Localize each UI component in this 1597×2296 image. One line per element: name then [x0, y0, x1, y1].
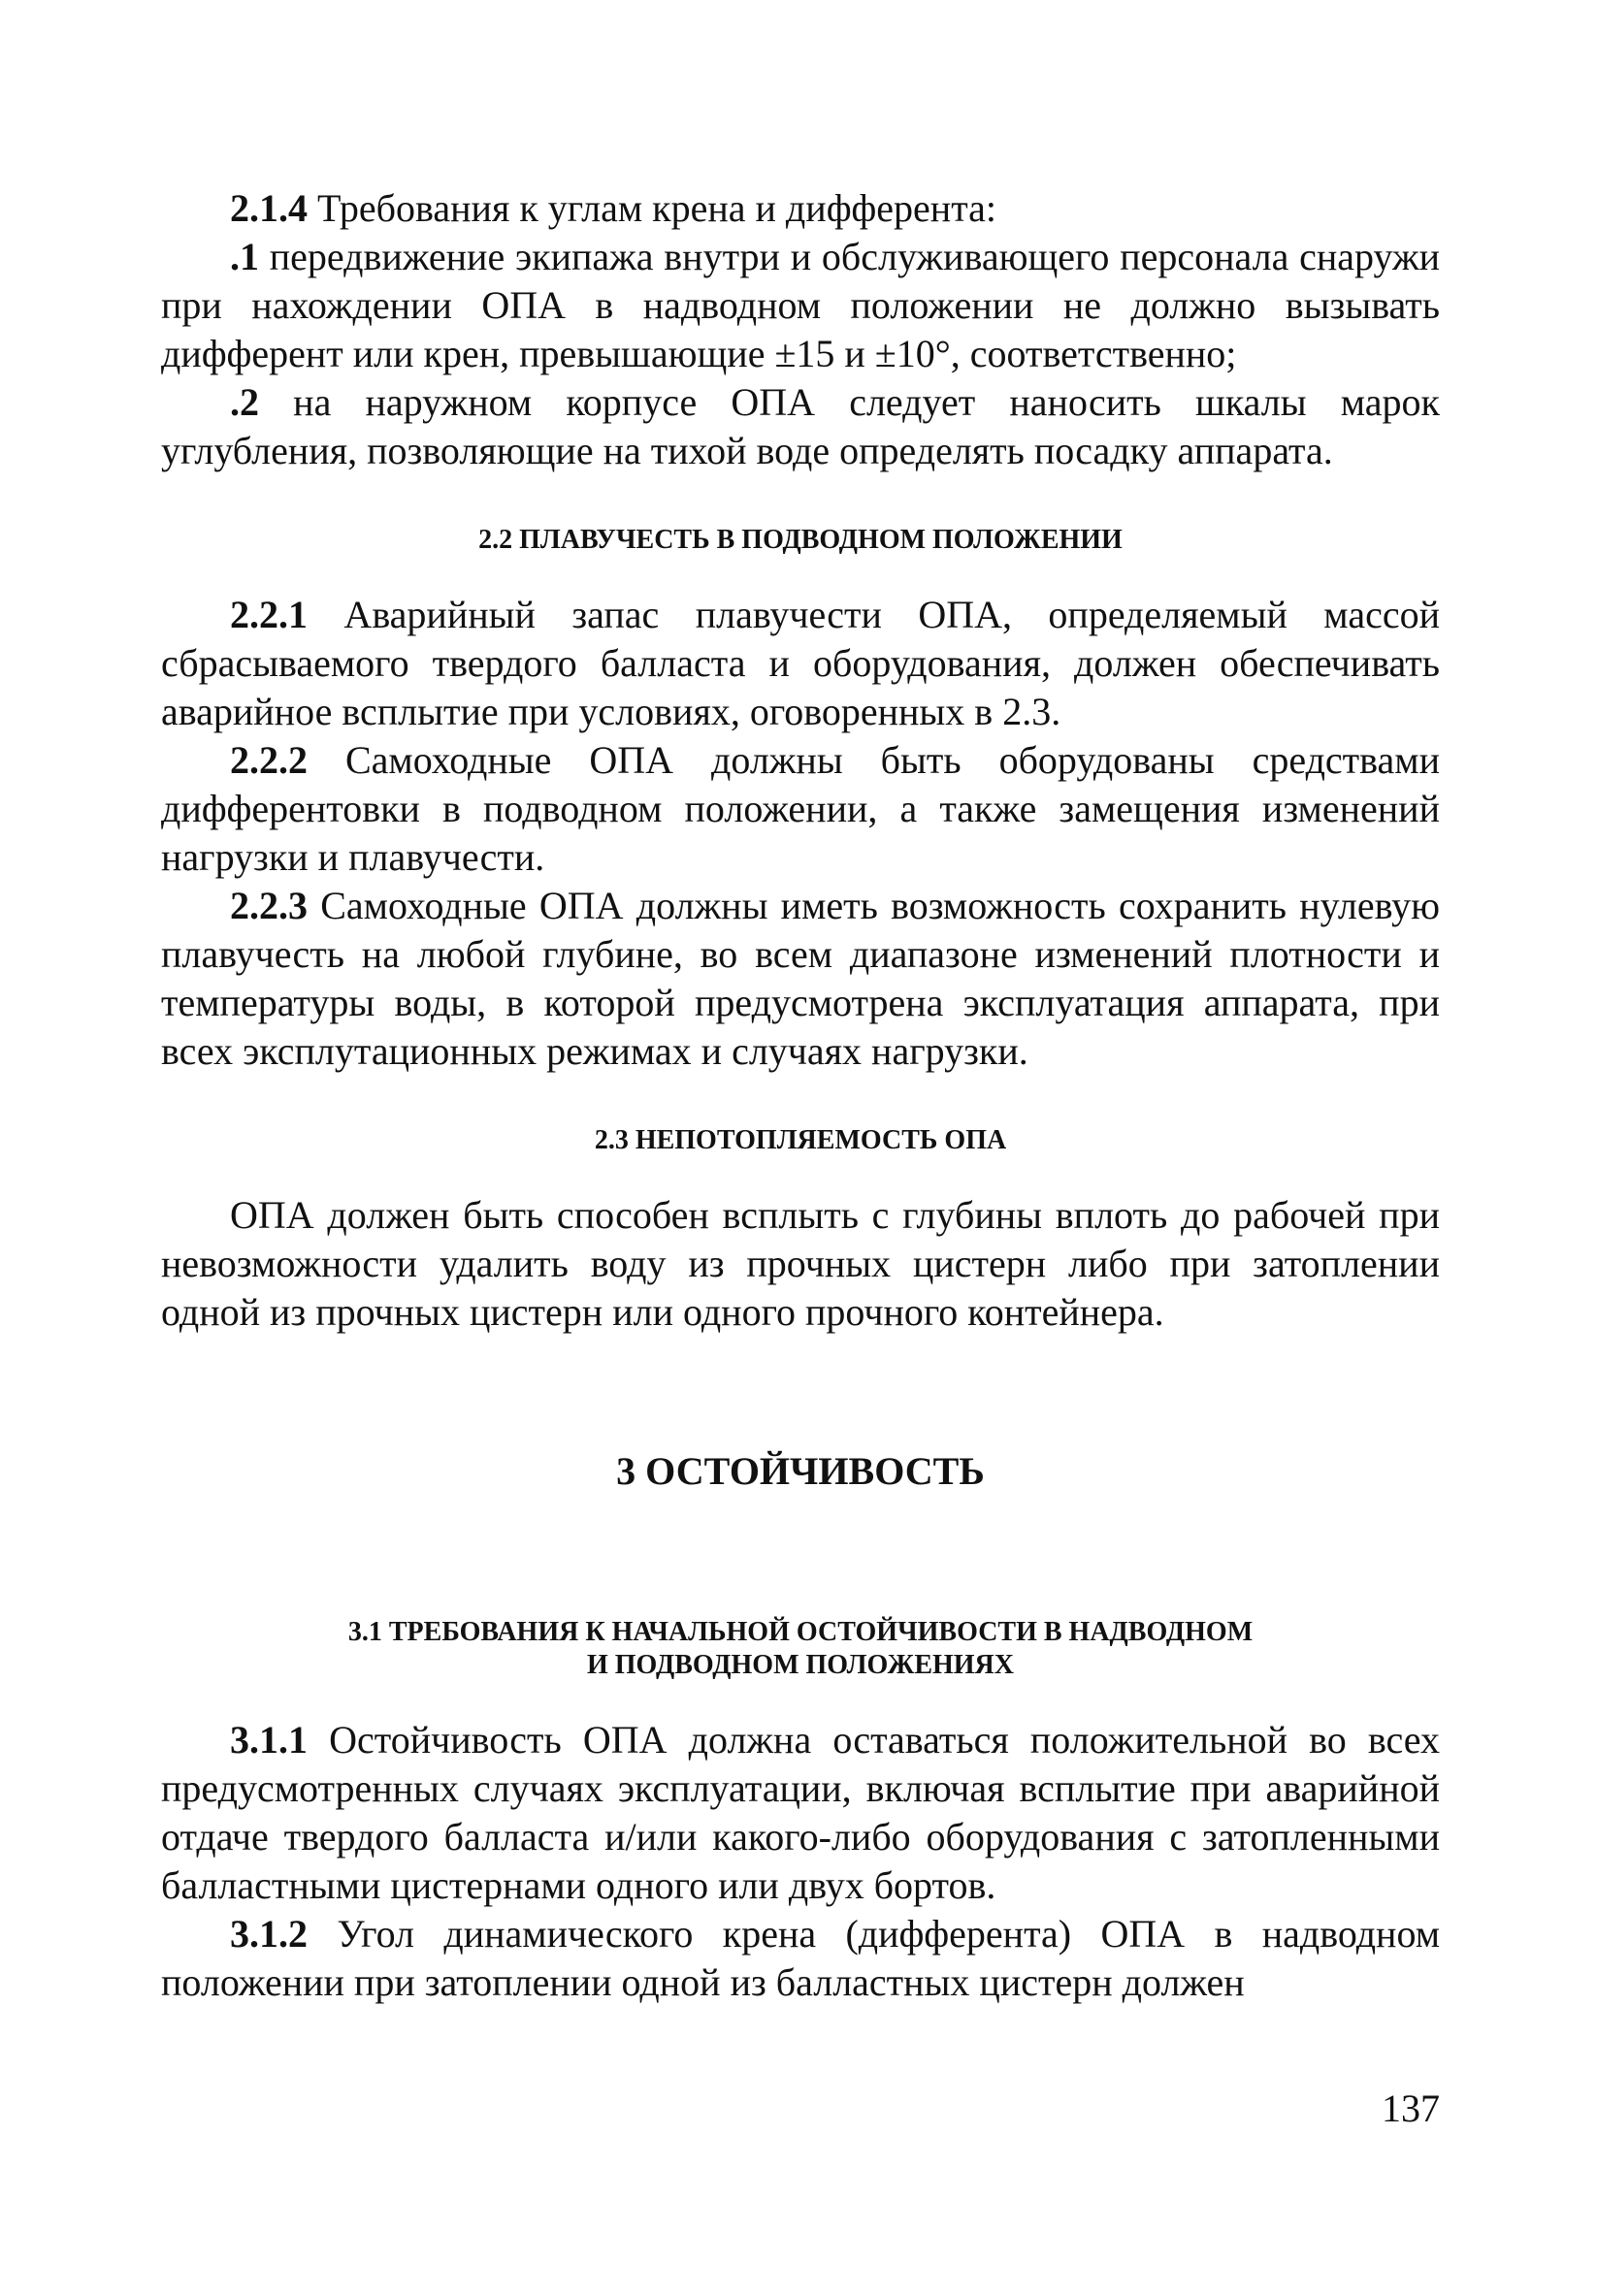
clause-number: 3.1.2	[230, 1912, 308, 1956]
paragraph-2-2-3	[161, 882, 1440, 1076]
chapter-heading-3: 3 ОСТОЙЧИВОСТЬ	[616, 1449, 985, 1493]
clause-text: передвижение экипажа внутри и обслуживающего персонала снаружи при нахождении ОПА в надводном положении не должно вызывать дифферент или крен, превышающие ±15 и ±10°, соответственно;	[161, 235, 1440, 375]
clause-text: на наружном корпусе ОПА следует наносить шкалы марок углубления, позволяющие на тихой воде определять посадку аппарата.	[161, 380, 1440, 472]
section-heading-3-1-line2: И ПОДВОДНОМ ПОЛОЖЕНИЯХ	[587, 1650, 1014, 1680]
clause-text: Остойчивость ОПА должна оставаться положительной во всех предусмотренных случаях эксплуатации, включая всплытие при аварийной отдаче твердого балласта и/или какого-либо оборудования с затопленными балластными цистернами одного или двух бортов.	[161, 1718, 1440, 1907]
page-number: 137	[1382, 2086, 1440, 2130]
section-heading-2-2: 2.2 ПЛАВУЧЕСТЬ В ПОДВОДНОМ ПОЛОЖЕНИИ	[478, 525, 1123, 555]
paragraph-2-2-2	[161, 736, 1440, 882]
clause-number: 2.2.3	[230, 884, 308, 927]
section-heading-3-1: 3.1 ТРЕБОВАНИЯ К НАЧАЛЬНОЙ ОСТОЙЧИВОСТИ В НАДВОДНОМ	[347, 1617, 1254, 1647]
paragraph-2-3: ОПА должен быть способен всплыть с глубины вплоть до рабочей при невозможности удалить воду из прочных цистерн либо при затоплении одной из прочных цистерн или одного прочного контейнера.	[161, 1193, 1440, 1334]
paragraph-item-2	[161, 378, 1440, 475]
document-page	[161, 184, 1440, 2007]
clause-number: 2.2.2	[230, 738, 308, 782]
clause-number: .2	[230, 380, 259, 424]
clause-number: .1	[230, 235, 259, 278]
paragraph-item-1	[161, 233, 1440, 378]
section-heading-2-3: 2.3 НЕПОТОПЛЯЕМОСТЬ ОПА	[594, 1125, 1007, 1155]
paragraph-2-1-4	[161, 184, 1440, 233]
clause-text: Требования к углам крена и дифферента:	[308, 186, 997, 230]
clause-number: 2.2.1	[230, 593, 308, 636]
clause-number: 2.1.4	[230, 186, 308, 230]
clause-number: 3.1.1	[230, 1718, 308, 1762]
paragraph-3-1-2	[161, 1910, 1440, 2007]
paragraph-2-2-1	[161, 591, 1440, 736]
clause-text: Самоходные ОПА должны быть оборудованы средствами дифферентовки в подводном положении, а также замещения изменений нагрузки и плавучести.	[161, 738, 1440, 879]
clause-text: Угол динамического крена (дифферента) ОПА в надводном положении при затоплении одной из балластных цистерн должен	[161, 1912, 1440, 2004]
paragraph-3-1-1	[161, 1716, 1440, 1910]
clause-text: Самоходные ОПА должны иметь возможность сохранить нулевую плавучесть на любой глубине, во всем диапазоне изменений плотности и температуры воды, в которой предусмотрена эксплуатация аппарата, при всех эксплутационных режимах и случаях нагрузки.	[161, 884, 1440, 1073]
clause-text: Аварийный запас плавучести ОПА, определяемый массой сбрасываемого твердого балласта и оборудования, должен обеспечивать аварийное всплытие при условиях, оговоренных в 2.3.	[161, 593, 1440, 733]
